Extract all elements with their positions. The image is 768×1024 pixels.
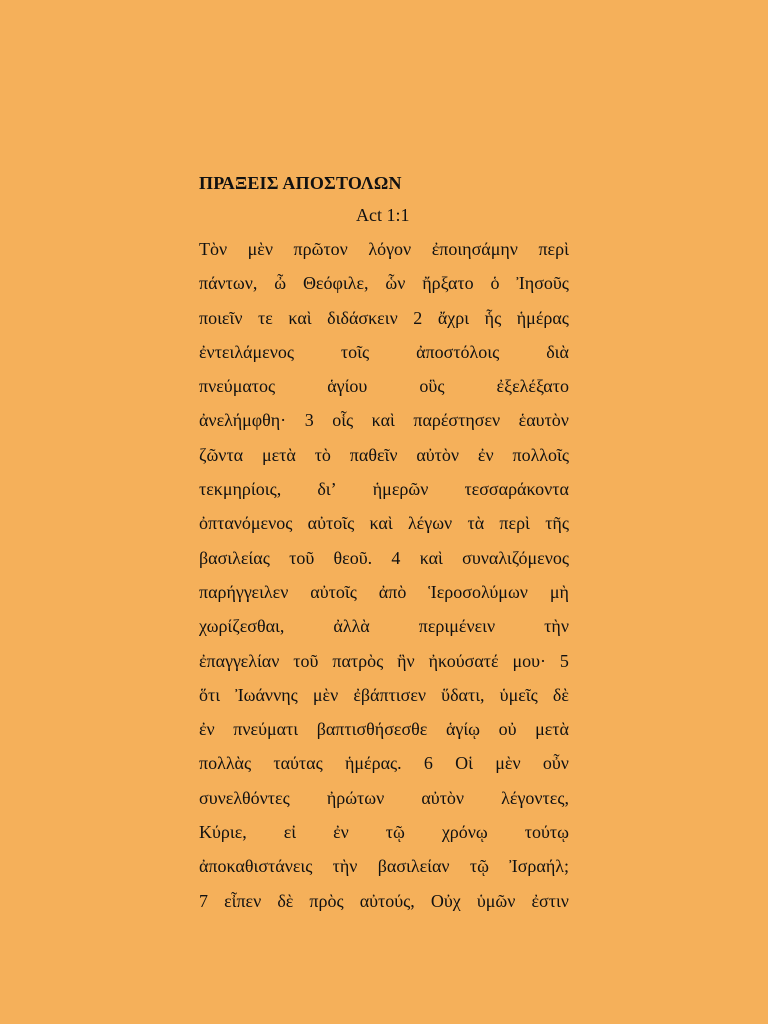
word: ὧν (385, 273, 406, 294)
word: τῷ (469, 856, 489, 877)
word: χρόνῳ (441, 822, 488, 843)
word: δὲ (277, 890, 294, 911)
word: ἐστιν (531, 890, 569, 911)
word: δι’ (317, 479, 337, 500)
word: αὐτὸν (416, 444, 460, 465)
word: δὲ (552, 684, 569, 705)
word: ἐν (199, 719, 215, 740)
word: ἐποιησάμην (431, 239, 518, 259)
word: ἠρώτων (326, 787, 385, 808)
word: Ἱεροσολύμων (428, 581, 528, 602)
word: λέγων (407, 513, 453, 534)
text-line (199, 609, 569, 643)
text-line (199, 815, 569, 849)
word: ζῶντα (199, 444, 244, 465)
text-line (199, 781, 569, 815)
word: τοῦ (289, 547, 315, 568)
text-line (199, 232, 569, 266)
text-line (199, 575, 569, 609)
word: ὦ (274, 273, 287, 294)
word: Οἱ (455, 753, 473, 774)
text-line (199, 884, 569, 918)
word: διδάσκειν (327, 307, 398, 328)
word: Τὸν (199, 239, 228, 259)
word: τούτῳ (524, 822, 569, 843)
text-line (199, 746, 569, 780)
word: συνελθόντες (199, 787, 290, 808)
word: ἡμερῶν (372, 479, 429, 500)
word: αὐτοῖς (307, 513, 355, 534)
word: 2 (413, 307, 423, 328)
word: ἀλλὰ (333, 616, 370, 637)
text-line (199, 438, 569, 472)
word: τὴν (332, 856, 358, 877)
word: ἑαυτὸν (518, 410, 569, 431)
word: ἀπὸ (378, 581, 407, 602)
word: τῷ (385, 822, 405, 843)
text-line (199, 644, 569, 678)
word: αὐτοῖς (310, 581, 357, 602)
word: Οὐχ (430, 890, 461, 911)
word: ἐξελέξατο (496, 376, 569, 397)
word: οὖν (542, 753, 569, 774)
word: πνεύματι (233, 719, 299, 740)
word: Ἰησοῦς (516, 273, 569, 294)
word: οἷς (332, 410, 354, 431)
word: ἡμέρας (516, 307, 569, 328)
word: καὶ (369, 513, 393, 534)
word: πατρὸς (332, 650, 384, 671)
word: περὶ (499, 513, 530, 534)
word: εἶπεν (224, 890, 262, 911)
text-line (199, 301, 569, 335)
word: τεκμηρίοις, (199, 479, 282, 500)
text-line (199, 678, 569, 712)
word: Ἰωάννης (235, 684, 298, 705)
word: πρὸς (309, 890, 344, 911)
text-line (199, 472, 569, 506)
word: καὶ (371, 410, 395, 431)
word: θεοῦ. (333, 547, 373, 568)
word: μετὰ (535, 719, 569, 740)
word: πολλὰς (199, 753, 252, 774)
word: ἀνελήμφθη· (199, 410, 287, 431)
word: λόγον (368, 239, 412, 259)
word: μετὰ (261, 444, 296, 465)
word: τεσσαράκοντα (464, 479, 569, 500)
verse-reference: Act 1:1 (356, 205, 410, 225)
text-line (199, 849, 569, 883)
word: ἡμέρας. (344, 753, 402, 774)
word: ἁγίῳ (445, 719, 481, 740)
word: παθεῖν (349, 444, 398, 465)
word: τὸ (314, 444, 331, 465)
word: παρήγγειλεν (199, 581, 289, 602)
document-page (199, 170, 569, 918)
word: ἐντειλάμενος (199, 341, 294, 362)
word: ἁγίου (327, 376, 368, 397)
text-line (199, 541, 569, 575)
word: παρέστησεν (413, 410, 501, 431)
word: μὲν (247, 239, 274, 259)
word: τὴν (544, 616, 569, 637)
word: βαπτισθήσεσθε (316, 719, 428, 740)
word: τῆς (545, 513, 569, 534)
word: πνεύματος (199, 376, 276, 397)
text-line (199, 506, 569, 540)
word: τοῦ (293, 650, 319, 671)
text-line (199, 403, 569, 437)
word: μὴ (549, 581, 569, 602)
word: ταύτας (273, 753, 323, 774)
word: πολλοῖς (512, 444, 569, 465)
word: ἣν (397, 650, 415, 671)
word: 4 (391, 547, 401, 568)
word: ποιεῖν (199, 307, 243, 328)
word: ὅτι (199, 684, 221, 705)
word: βασιλείας (199, 547, 270, 568)
word: Θεόφιλε, (302, 273, 369, 294)
word: ἀποκαθιστάνεις (199, 856, 313, 877)
word: ἀποστόλοις (416, 341, 500, 362)
word: ἄχρι (437, 307, 470, 328)
word: Ἰσραήλ; (509, 856, 569, 877)
word: ὀπτανόμενος (199, 513, 293, 534)
word: πρῶτον (293, 239, 348, 259)
word: 7 (199, 890, 208, 911)
word: εἰ (283, 822, 297, 843)
word: ὕδατι, (441, 684, 485, 705)
book-title: ΠΡΑΞΕΙΣ ΑΠΟΣΤΟΛΩΝ (199, 173, 402, 193)
word: τε (258, 307, 273, 328)
word: καὶ (288, 307, 312, 328)
text-line (199, 335, 569, 369)
word: Κύριε, (199, 822, 247, 843)
word: 6 (423, 753, 433, 774)
word: ὑμεῖς (499, 684, 538, 705)
text-line (199, 712, 569, 746)
text-line (199, 369, 569, 403)
word: τὰ (467, 513, 485, 534)
word: πάντων, (199, 273, 258, 294)
word: καὶ (419, 547, 443, 568)
word: ἐν (333, 822, 349, 843)
word: ὁ (490, 273, 500, 294)
word: ὑμῶν (476, 890, 516, 911)
word: αὐτὸν (421, 787, 465, 808)
word: μὲν (312, 684, 339, 705)
word: 3 (304, 410, 314, 431)
word: αὐτούς, (359, 890, 415, 911)
word: οὓς (419, 376, 445, 397)
word: λέγοντες, (501, 787, 569, 808)
word: περὶ (538, 239, 569, 259)
word: οὐ (498, 719, 517, 740)
word: χωρίζεσθαι, (199, 616, 285, 637)
text-line (199, 266, 569, 300)
word: ἐβάπτισεν (353, 684, 427, 705)
word: μὲν (495, 753, 521, 774)
word: ἤρξατο (422, 273, 474, 294)
word: ἐπαγγελίαν (199, 650, 280, 671)
word: περιμένειν (418, 616, 496, 637)
word: διὰ (546, 341, 569, 362)
word: συναλιζόμενος (462, 547, 569, 568)
word: τοῖς (340, 341, 370, 362)
word: ἧς (484, 307, 502, 328)
word: ἐν (477, 444, 494, 465)
word: μου· (512, 650, 547, 671)
body-text (199, 232, 569, 918)
word: βασιλείαν (377, 856, 450, 877)
word: ἠκούσατέ (428, 650, 499, 671)
word: 5 (559, 650, 569, 671)
